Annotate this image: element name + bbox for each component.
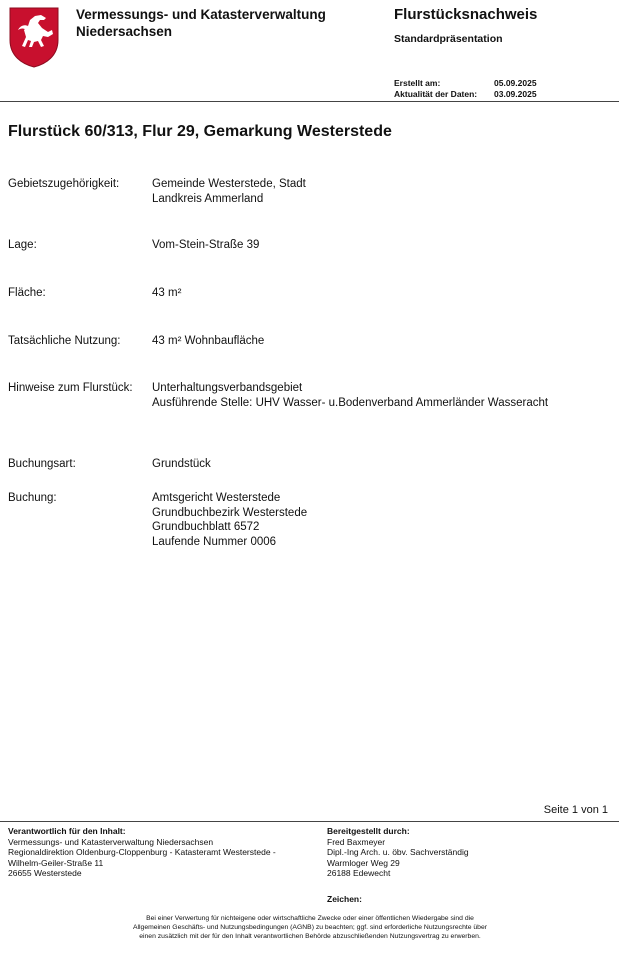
header-divider <box>0 101 619 102</box>
field-area <box>8 286 613 301</box>
provided-line: 26188 Edewecht <box>327 868 391 879</box>
data-date-label: Aktualität der Daten: <box>394 88 478 99</box>
created-value: 05.09.2025 <box>494 78 537 88</box>
provided-title: Bereitgestellt durch: <box>327 826 410 836</box>
field-value <box>152 286 181 301</box>
responsible-line: Regionaldirektion Oldenburg-Cloppenburg - Katasteramt Westerstede - <box>8 847 276 858</box>
field-booking-type <box>8 457 613 472</box>
responsible-line: Vermessungs- und Katasterverwaltung Niedersachsen <box>8 836 214 847</box>
value-line: Unterhaltungsverbandsgebiet <box>152 382 303 394</box>
document-meta <box>394 78 537 99</box>
notice-line: einen zusätzlich mit der für den Inhalt verantwortlichen Behörde abzuschließenden Nutzungsvertrag zu erwerben. <box>139 933 481 940</box>
responsible-title: Verantwortlich für den Inhalt: <box>8 826 126 836</box>
footer-divider <box>0 821 619 822</box>
field-parcel-notes <box>8 381 613 410</box>
responsible-block <box>8 826 308 879</box>
responsible-line: 26655 Westerstede <box>8 868 82 879</box>
organisation-name <box>76 6 326 40</box>
value-line: Grundstück <box>152 458 211 470</box>
created-row <box>394 78 537 89</box>
value-line: Landkreis Ammerland <box>152 192 264 205</box>
value-line: Vom-Stein-Straße 39 <box>152 239 260 251</box>
parcel-heading: Flurstück 60/313, Flur 29, Gemarkung Westerstede <box>8 123 392 140</box>
value-line: 43 m² <box>152 287 182 299</box>
field-value <box>152 334 264 349</box>
field-value <box>152 491 307 549</box>
field-value <box>152 238 259 253</box>
value-line: Laufende Nummer 0006 <box>152 535 277 548</box>
field-label: Hinweise zum Flurstück: <box>8 382 133 394</box>
field-label: Buchung: <box>8 492 57 504</box>
field-label: Gebietszugehörigkeit: <box>8 178 120 190</box>
field-value <box>152 381 548 410</box>
value-line: Grundbuchbezirk Westerstede <box>152 506 308 519</box>
usage-notice <box>60 914 560 941</box>
provided-block <box>327 826 607 879</box>
document-title: Flurstücksnachweis <box>394 6 538 23</box>
value-line: Gemeinde Westerstede, Stadt <box>152 178 306 190</box>
signs-label: Zeichen: <box>327 894 362 904</box>
created-label: Erstellt am: <box>394 78 441 88</box>
field-area-membership <box>8 177 613 206</box>
data-date-value: 03.09.2025 <box>494 88 537 99</box>
document-subtitle: Standardpräsentation <box>394 33 503 45</box>
field-location <box>8 238 613 253</box>
field-booking <box>8 491 613 549</box>
notice-line: Allgemeinen Geschäfts- und Nutzungsbedingungen (AGNB) zu beachten; ggf. sind erforderliche Nutzungsrechte über <box>132 924 488 931</box>
niedersachsen-horse-crest-icon <box>8 6 60 68</box>
field-value <box>152 177 306 206</box>
field-label: Tatsächliche Nutzung: <box>8 335 121 347</box>
value-line: Ausführende Stelle: UHV Wasser- u.Bodenverband Ammerländer Wasseracht <box>152 396 549 409</box>
data-date-row <box>394 89 537 100</box>
value-line: Grundbuchblatt 6572 <box>152 521 260 533</box>
org-line-1: Vermessungs- und Katasterverwaltung <box>76 7 326 22</box>
value-line: 43 m² Wohnbaufläche <box>152 335 265 347</box>
notice-line: Bei einer Verwertung für nichteigene oder wirtschaftliche Zwecke oder einer öffentlichen Wiedergabe sind die <box>146 915 474 922</box>
field-label: Buchungsart: <box>8 458 76 470</box>
org-line-2: Niedersachsen <box>76 24 173 39</box>
provided-line: Dipl.-Ing Arch. u. öbv. Sachverständig <box>327 847 469 858</box>
field-label: Lage: <box>8 239 37 251</box>
provided-line: Fred Baxmeyer <box>327 836 386 847</box>
field-value <box>152 457 211 472</box>
field-label: Fläche: <box>8 287 46 299</box>
page-number: Seite 1 von 1 <box>543 804 608 816</box>
field-actual-use <box>8 334 613 349</box>
value-line: Amtsgericht Westerstede <box>152 492 281 504</box>
provided-line: Warmloger Weg 29 <box>327 857 400 868</box>
responsible-line: Wilhelm-Geiler-Straße 11 <box>8 857 104 868</box>
